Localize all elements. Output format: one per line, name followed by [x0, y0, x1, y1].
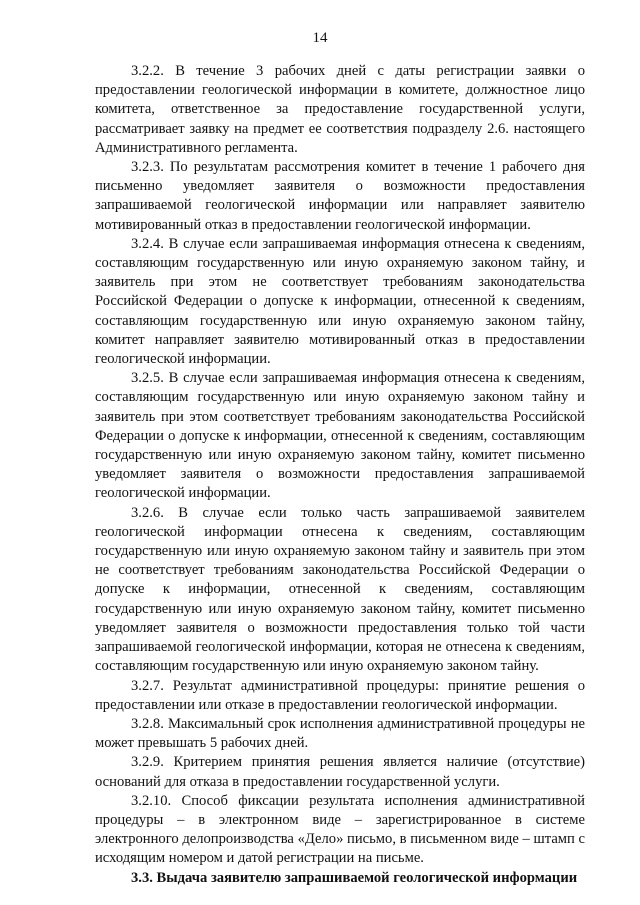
- paragraph-3-2-2: 3.2.2. В течение 3 рабочих дней с даты регистрации заявки о предоставлении геологической информации в комитете, должностное лицо комитета, ответственное за предоставление государственной услуги, рассматривает заявку на предмет ее соответствия подразделу 2.6. настоящего Административного регламента.: [95, 63, 585, 156]
- paragraph-3-2-7: 3.2.7. Результат административной процедуры: принятие решения о предоставлении или отказе в предоставлении геологической информации.: [95, 677, 585, 713]
- paragraph-3-2-9: 3.2.9. Критерием принятия решения является наличие (отсутствие) оснований для отказа в предоставлении государственной услуги.: [95, 754, 585, 790]
- section-heading-3-3: 3.3. Выдача заявителю запрашиваемой геологической информации: [131, 869, 578, 886]
- paragraph-3-2-8: 3.2.8. Максимальный срок исполнения административной процедуры не может превышать 5 рабочих дней.: [95, 715, 585, 752]
- paragraph-3-2-4: 3.2.4. В случае если запрашиваемая информация отнесена к сведениям, составляющим государственную или иную охраняемую законом тайну, и заявитель при этом не соответствует требованиям законодательства Российской Федерации о допуске к информации, отнесенной к сведениям, составляющим государственную или иную охраняемую законом тайну, комитет направляет заявителю мотивированный отказ в предоставлении геологической информации.: [95, 235, 585, 368]
- paragraph-3-2-5: 3.2.5. В случае если запрашиваемая информация отнесена к сведениям, составляющим государственную или иную охраняемую законом тайну и заявитель при этом соответствует требованиям законодательства Российской Федерации о допуске к информации, отнесенной к сведениям, составляющим государственную или иную охраняемую законом тайну, комитет письменно уведомляет заявителя о возможности предоставления запрашиваемой геологической информации.: [95, 370, 585, 502]
- paragraph-3-2-3: 3.2.3. По результатам рассмотрения комитет в течение 1 рабочего дня письменно уведомляет заявителя о возможности предоставления запрашиваемой геологической информации или направляет заявителю мотивированный отказ в предоставлении геологической информации.: [95, 159, 585, 233]
- paragraph-3-2-10: 3.2.10. Способ фиксации результата исполнения административной процедуры – в электронном виде – зарегистрированное в системе электронного делопроизводства «Дело» письмо, в письменном виде – штамп с исходящим номером и датой регистрации на письме.: [95, 792, 585, 867]
- document-body: [95, 62, 585, 888]
- page-number: 14: [312, 30, 328, 46]
- paragraph-3-2-6: 3.2.6. В случае если только часть запрашиваемой заявителем геологической информации отнесена к сведениям, составляющим государственную или иную охраняемую законом тайну и заявитель при этом не соответствует требованиям законодательства Российской Федерации о допуске к информации, отнесенной к сведениям, составляющим государственную или иную охраняемую законом тайну, комитет письменно уведомляет заявителя о возможности предоставления только той части запрашиваемой геологической информации, которая не отнесена к сведениям, составляющим государственную или иную охраняемую законом тайну.: [95, 504, 585, 675]
